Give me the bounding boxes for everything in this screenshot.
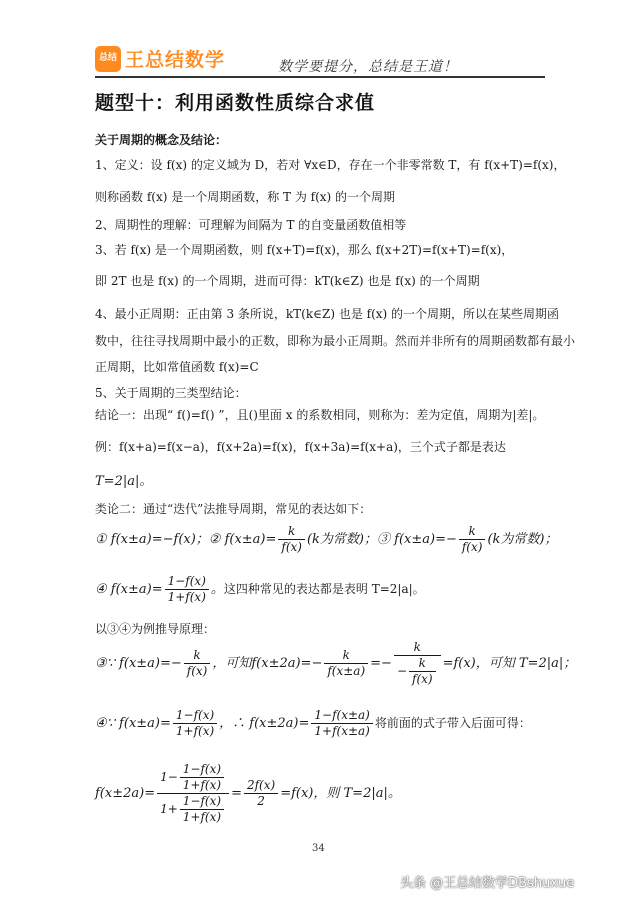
fraction: $\frac{2f(x)}{2}$ xyxy=(244,778,278,809)
nested-fraction: 1− $\frac{1-f(x)}{1+f(x)}$ 1+ $\frac{1-f(x)}{1+f(x)}$ xyxy=(157,762,229,825)
text-line: 正周期，比如常值函数 f(x)=C xyxy=(95,360,259,374)
conclusion-one: 结论一：出现“ f()=f() ”，且()里面 x 的系数相同，则称为：差为定值，周期为|差|。 xyxy=(95,408,545,422)
page-title: 题型十：利用函数性质综合求值 xyxy=(95,92,376,114)
fraction: $\frac{1-f(x)}{1+f(x)}$ xyxy=(180,762,224,793)
fraction: $\frac{1-f(x)}{1+f(x)}$ xyxy=(180,794,224,825)
final-formula: f(x±2a)= 1− $\frac{1-f(x)}{1+f(x)}$ 1+ $\frac{1-f(x)}{1+f(x)}$ = $\frac{2f(x)}{2}$ =f(x)，则 T=2|a|。 xyxy=(95,762,401,824)
example-line: 例：f(x+a)=f(x−a)，f(x+2a)=f(x)，f(x+3a)=f(x+a)，三个式子都是表达 xyxy=(95,440,506,454)
text-line: 1、定义：设 f(x) 的定义域为 D，若对 ∀x∈D，存在一个非零常数 T，有 f(x+T)=f(x)， xyxy=(95,158,566,172)
example-result: T=2|a|。 xyxy=(95,474,153,489)
fraction: $\frac{1-f(x\pm a)}{1+f(x\pm a)}$ xyxy=(311,708,372,739)
section-heading: 关于周期的概念及结论： xyxy=(95,133,228,147)
fraction: $\frac{k}{f(x)}$ xyxy=(184,648,211,679)
header-slogan: 数学要提分，总结是王道！ xyxy=(278,59,458,75)
fraction: $\frac{1-f(x)}{1+f(x)}$ xyxy=(173,708,217,739)
formula-row-1: ① f(x±a)=−f(x)；② f(x±a)= $\frac{k}{f(x)}$ (k为常数)；③ f(x±a)=− $\frac{k}{f(x)}$ (k为常数)； xyxy=(95,524,558,554)
brand-logo xyxy=(95,45,225,72)
header-divider xyxy=(95,76,545,78)
derivation-3: ③∵ f(x±a)=− $\frac{k}{f(x)}$ ，可知f(x±2a)=− $\frac{k}{f(x\pm a)}$ =− k − $\frac{k}{f(x)}$ =f(x)，可知 T=2|a|； xyxy=(95,640,577,686)
fraction: $\frac{k}{f(x)}$ xyxy=(459,524,486,555)
watermark: 头条 @王总结数学DBshuxue xyxy=(400,876,575,891)
text-line: 5、关于周期的三类型结论： xyxy=(95,386,247,400)
logo-text: 王总结数学 xyxy=(125,49,226,71)
text-line: 即 2T 也是 f(x) 的一个周期，进而可得：kT(k∈Z) 也是 f(x) 的一个周期 xyxy=(95,274,480,288)
fraction: $\frac{1-f(x)}{1+f(x)}$ xyxy=(165,574,209,605)
formula-row-2: ④ f(x±a)= $\frac{1-f(x)}{1+f(x)}$ 。这四种常见的表达都是表明 T=2|a|。 xyxy=(95,574,425,604)
nested-fraction: k − $\frac{k}{f(x)}$ xyxy=(394,640,441,687)
page-number: 34 xyxy=(312,843,325,854)
conclusion-two: 类论二：通过“迭代”法推导周期，常见的表达如下： xyxy=(95,502,372,516)
text-line: 则称函数 f(x) 是一个周期函数，称 T 为 f(x) 的一个周期 xyxy=(95,190,396,204)
text-line: 以③④为例推导原理： xyxy=(95,622,216,636)
text-line: 4、最小正周期：正由第 3 条所说，kT(k∈Z) 也是 f(x) 的一个周期，所以在某些周期函 xyxy=(95,307,560,321)
logo-badge-icon: 总结 xyxy=(95,46,121,72)
text-line: 3、若 f(x) 是一个周期函数，则 f(x+T)=f(x)，那么 f(x+2T)=f(x+T)=f(x)， xyxy=(95,243,514,257)
fraction: $\frac{k}{f(x)}$ xyxy=(409,656,436,687)
fraction: $\frac{k}{f(x\pm a)}$ xyxy=(324,648,368,679)
fraction: $\frac{k}{f(x)}$ xyxy=(278,524,305,555)
text-line: 2、周期性的理解：可理解为间隔为 T 的自变量函数值相等 xyxy=(95,218,407,232)
text-line: 数中，往往寻找周期中最小的正数，即称为最小正周期。然而并非所有的周期函数都有最小 xyxy=(95,334,576,348)
derivation-4: ④∵ f(x±a)= $\frac{1-f(x)}{1+f(x)}$ ，∴ f(x±2a)= $\frac{1-f(x\pm a)}{1+f(x\pm a)}$ 将前面的式子带入后面可得： xyxy=(95,708,531,738)
